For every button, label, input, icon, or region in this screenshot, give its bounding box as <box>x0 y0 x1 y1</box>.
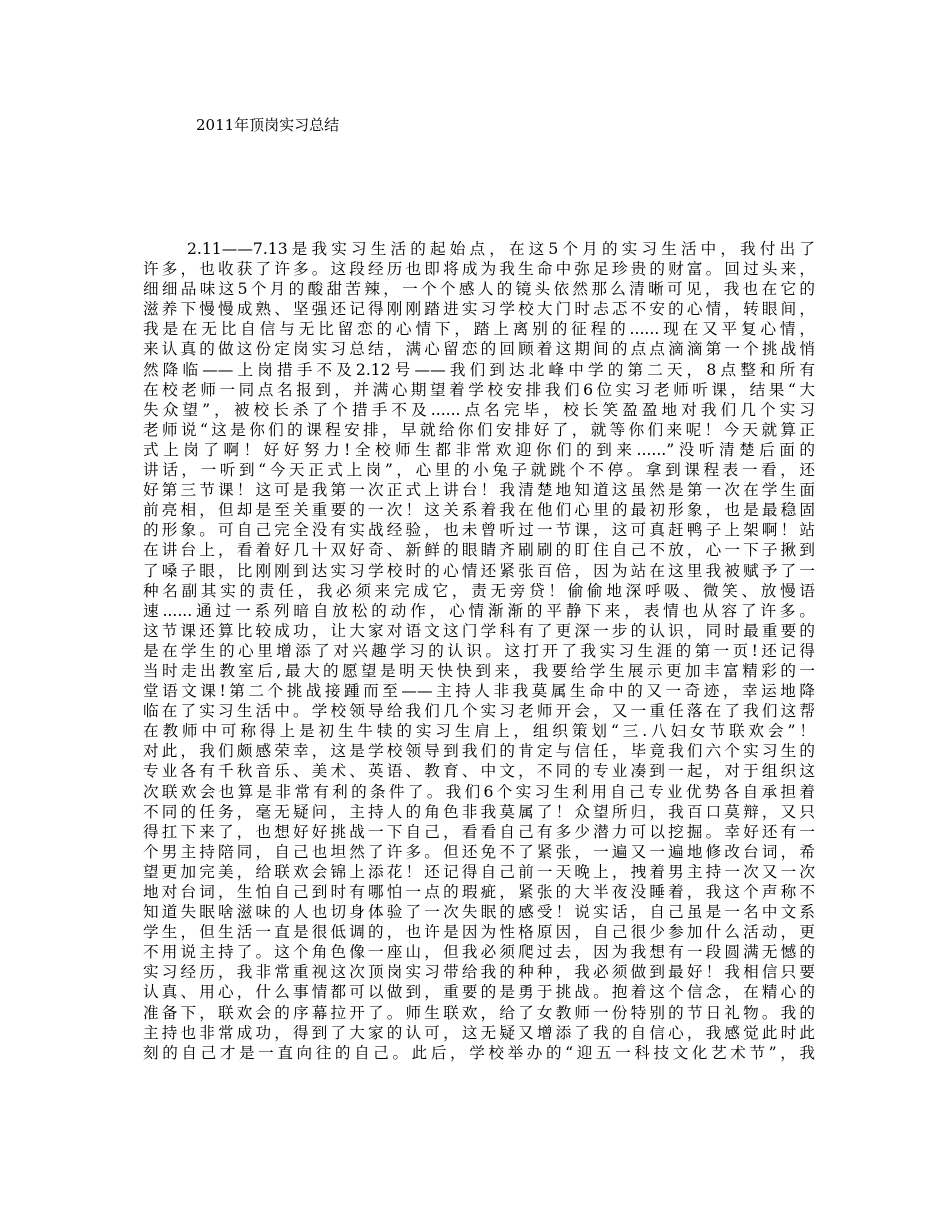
body-line: 地对台词，生怕自己到时有哪怕一点的瑕疵，紧张的大半夜没睡着，我这个声称不 <box>143 883 815 901</box>
body-line: 临在了实习生活中。学校领导给我们几个实习老师开会，又一重任落在了我们这帮 <box>143 702 815 721</box>
body-line: 当时走出教室后,最大的愿望是明天快快到来，我要给学生展示更加丰富精彩的一 <box>143 661 815 680</box>
body-line: 个男主持陪同，自己也坦然了许多。但还免不了紧张，一遍又一遍地修改台词，希 <box>143 842 815 861</box>
body-line: 是在学生的心里增添了对兴趣学习的认识。这打开了我实习生涯的第一页!还记得 <box>143 641 815 660</box>
body-line: 2.11——7.13是我实习生活的起始点，在这5个月的实习生活中，我付出了 <box>187 240 815 258</box>
body-line: 在校老师一同点名报到，并满心期望着学校安排我们6位实习老师听课，结果“大 <box>143 380 815 399</box>
body-line: 然降临——上岗措手不及2.12号——我们到达北峰中学的第二天，8点整和所有 <box>143 360 815 379</box>
body-line: 主持也非常成功，得到了大家的认可，这无疑又增添了我的自信心，我感觉此时此 <box>143 1023 815 1042</box>
body-line: 得扛下来了，也想好好挑战一下自己，看看自己有多少潜力可以挖掘。幸好还有一 <box>143 822 815 841</box>
body-line: 式上岗了啊！好好努力!全校师生都非常欢迎你们的到来......”没听清楚后面的 <box>143 440 815 459</box>
body-line: 细细品味这5个月的酸甜苦辣，一个个感人的镜头依然那么清晰可见，我也在它的 <box>143 280 815 299</box>
body-line: 前亮相，但却是至关重要的一次！这关系着我在他们心里的最初形象，也是最稳固 <box>143 501 815 520</box>
document-title: 2011年顶岗实习总结 <box>196 116 340 134</box>
body-line: 对此，我们颇感荣幸，这是学校领导到我们的肯定与信任，毕竟我们六个实习生的 <box>143 742 815 761</box>
body-line: 我是在无比自信与无比留恋的心情下，踏上离别的征程的......现在又平复心情， <box>143 320 815 339</box>
body-line: 这节课还算比较成功，让大家对语文这门学科有了更深一步的认识，同时最重要的 <box>143 621 815 640</box>
body-line: 学生，但生活一直是很低调的，也许是因为性格原因，自己很少参加什么活动，更 <box>143 923 815 942</box>
body-line: 速......通过一系列暗自放松的动作，心情渐渐的平静下来，表情也从容了许多。 <box>143 601 815 620</box>
body-line: 了嗓子眼，比刚刚到达实习学校时的心情还紧张百倍，因为站在这里我被赋予了一 <box>143 561 815 580</box>
body-line: 失众望”，被校长杀了个措手不及......点名完毕，校长笑盈盈地对我们几个实习 <box>143 400 815 419</box>
body-line: 刻的自己才是一直向往的自己。此后，学校举办的“迎五一科技文化艺术节”，我 <box>143 1043 815 1062</box>
body-line: 次联欢会也算是非常有利的条件了。我们6个实习生利用自己专业优势各自承担着 <box>143 782 815 801</box>
body-line: 知道失眠啥滋味的人也切身体验了一次失眠的感受！说实话，自己虽是一名中文系 <box>143 903 815 922</box>
body-line: 老师说“这是你们的课程安排，早就给你们安排好了，就等你们来呢！今天就算正 <box>143 420 815 439</box>
body-line: 准备下，联欢会的序幕拉开了。师生联欢，给了女教师一份特别的节日礼物。我的 <box>143 1003 815 1022</box>
body-line: 在教师中可称得上是初生牛犊的实习生肩上，组织策划“三.八妇女节联欢会”！ <box>143 722 815 741</box>
body-line: 来认真的做这份定岗实习总结，满心留恋的回顾着这期间的点点滴滴第一个挑战悄 <box>143 340 815 359</box>
body-line: 好第三节课！这可是我第一次正式上讲台！我清楚地知道这虽然是第一次在学生面 <box>143 481 815 500</box>
body-line: 认真、用心，什么事情都可以做到，重要的是勇于挑战。抱着这个信念，在精心的 <box>143 983 815 1002</box>
body-line: 实习经历，我非常重视这次顶岗实习带给我的种种，我必须做到最好！我相信只要 <box>143 963 815 982</box>
body-line: 不同的任务，毫无疑问，主持人的角色非我莫属了！众望所归，我百口莫辩，又只 <box>143 802 815 821</box>
body-line: 讲话，一听到“今天正式上岗”，心里的小兔子就跳个不停。拿到课程表一看，还 <box>143 461 815 480</box>
body-line: 望更加完美，给联欢会锦上添花！还记得自己前一天晚上，拽着男主持一次又一次 <box>143 862 815 881</box>
body-line: 种名副其实的责任，我必须来完成它，责无旁贷！偷偷地深呼吸、微笑、放慢语 <box>143 581 815 600</box>
body-line: 堂语文课!第二个挑战接踵而至——主持人非我莫属生命中的又一奇迹，幸运地降 <box>143 682 815 701</box>
body-line: 滋养下慢慢成熟、坚强还记得刚刚踏进实习学校大门时忐忑不安的心情，转眼间， <box>143 300 815 319</box>
body-line: 不用说主持了。这个角色像一座山，但我必须爬过去，因为我想有一段圆满无憾的 <box>143 943 815 962</box>
body-line: 专业各有千秋音乐、美术、英语、教育、中文，不同的专业凑到一起，对于组织这 <box>143 762 815 781</box>
body-line: 的形象。可自己完全没有实战经验，也未曾听过一节课，这可真赶鸭子上架啊！站 <box>143 521 815 540</box>
body-line: 许多，也收获了许多。这段经历也即将成为我生命中弥足珍贵的财富。回过头来， <box>143 260 815 279</box>
document-body <box>143 239 815 1063</box>
body-line: 在讲台上，看着好几十双好奇、新鲜的眼睛齐刷刷的盯住自己不放，心一下子揪到 <box>143 541 815 560</box>
